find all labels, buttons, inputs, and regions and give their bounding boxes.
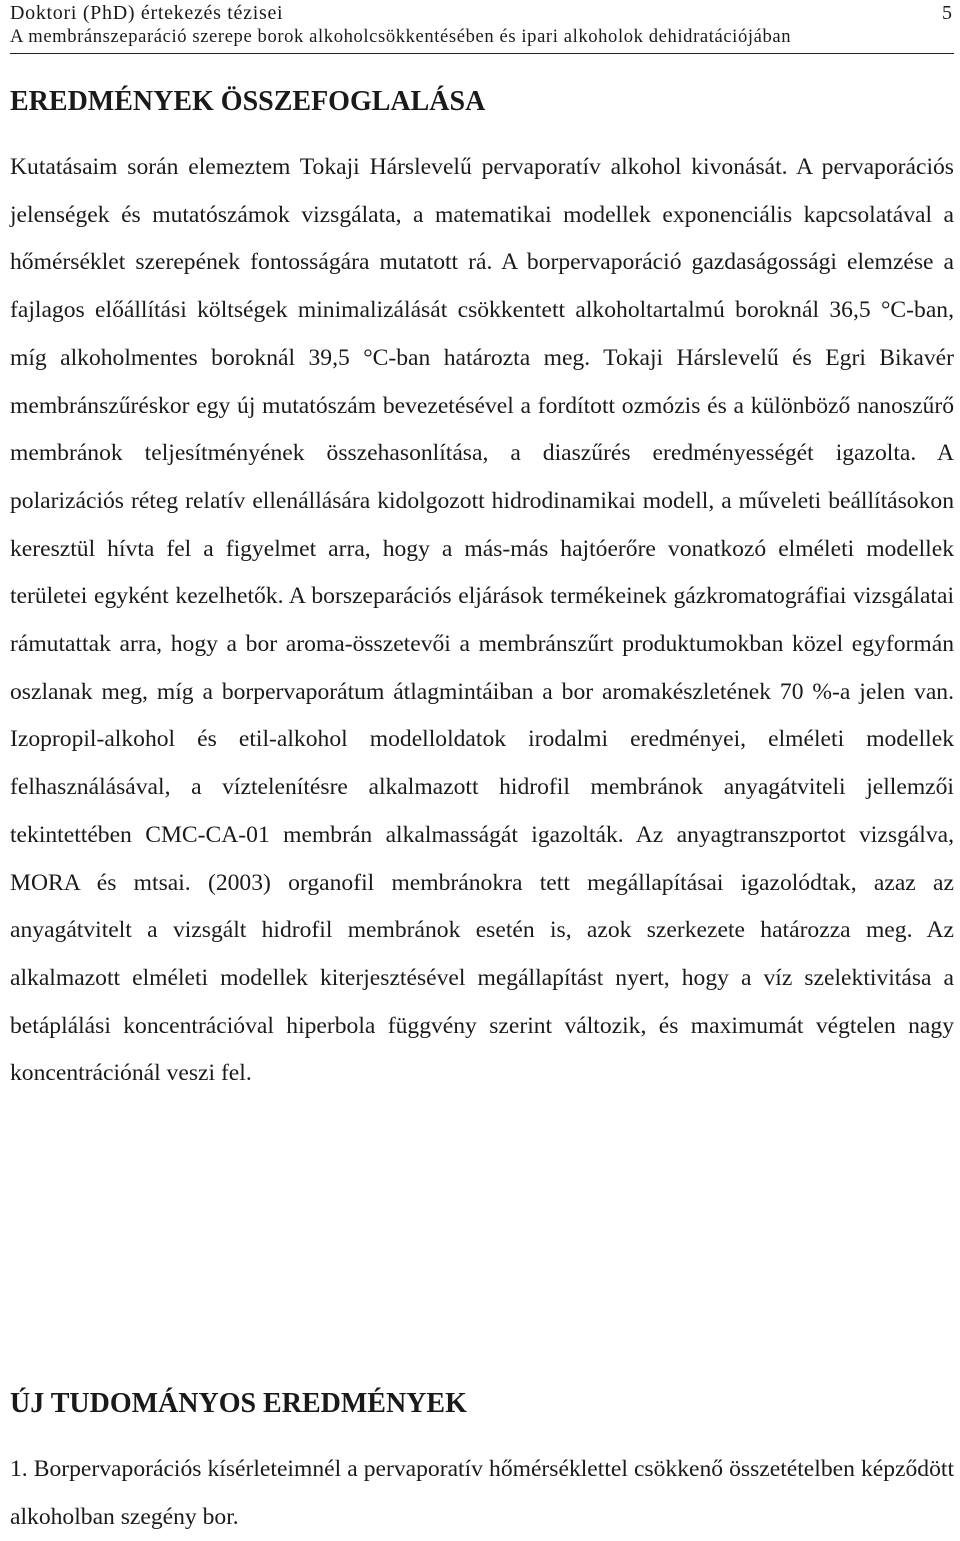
document-page [10, 0, 954, 1530]
new-results-item-1: 1. Borpervaporációs kísérleteimnél a pervaporatív hőmérséklettel csökkenő összetételben képződött alkoholban szegény bor. [10, 1456, 954, 1530]
section-title-results: EREDMÉNYEK ÖSSZEFOGLALÁSA [10, 86, 486, 117]
page-number: 5 [942, 2, 952, 24]
paragraph-2: A borpervaporáció gazdaságossági elemzése a fajlagos előállítási költségek minimalizálását csökkentett alkoholtartalmú boroknál 36,5 °C-ban, míg alkoholmentes boroknál 39,5 °C-ban határozta meg. [10, 249, 954, 371]
header-title: Doktori (PhD) értekezés tézisei [10, 2, 284, 24]
paragraph-3: Tokaji Hárslevelű és Egri Bikavér membránszűréskor egy új mutatószám bevezetésével a fordított ozmózis és a különböző nanoszűrő membránok teljesítményének összehasonlítása, a diaszűrés eredményességét igazolta. A polarizációs réteg relatív ellenállására kidolgozott hidrodinamikai modell, a műveleti beállításokon keresztül hívta fel a figyelmet arra, hogy a más-más hajtóerőre vonatkozó elméleti modellek területei egyként kezelhetők. [10, 344, 954, 610]
header-divider [10, 53, 954, 54]
paragraph-4: A borszeparációs eljárások termékeinek gázkromatográfiai vizsgálatai rámutattak arra, hogy a bor aroma-összetevői a membránszűrt produktumokban közel egyformán oszlanak meg, míg a borpervaporátum átlagmintáiban a bor aromakészletének 70 %-a jelen van. [10, 583, 954, 705]
section-title-new-results: ÚJ TUDOMÁNYOS EREDMÉNYEK [10, 1388, 467, 1419]
page-header [10, 0, 954, 52]
paragraph-1: Kutatásaim során elemeztem Tokaji Hárslevelű pervaporatív alkohol kivonását. A pervaporációs jelenségek és mutatószámok vizsgálata, a matematikai modellek exponenciális kapcsolatával a hőmérséklet szerepének fontosságára mutatott rá. [10, 154, 954, 276]
header-subtitle: A membránszeparáció szerepe borok alkoholcsökkentésében és ipari alkoholok dehidratációjában [10, 26, 792, 47]
paragraph-5: Izopropil-alkohol és etil-alkohol modelloldatok irodalmi eredményei, elméleti modellek felhasználásával, a víztelenítésre alkalmazott hidrofil membránok anyagátviteli jellemzői tekintettében CMC-CA-01 membrán alkalmasságát igazolták. Az anyagtranszportot vizsgálva, MORA és mtsai. (2003) organofil membránokra tett megállapításai igazolódtak, azaz az anyagátvitelt a vizsgált hidrofil membránok esetén is, azok szerkezete határozza meg. Az alkalmazott elméleti modellek kiterjesztésével megállapítást nyert, hogy a víz szelektivitása a betáplálási koncentrációval hiperbola függvény szerint változik, és maximumát végtelen nagy koncentrációnál veszi fel. [10, 726, 954, 1087]
results-body [10, 144, 954, 1098]
